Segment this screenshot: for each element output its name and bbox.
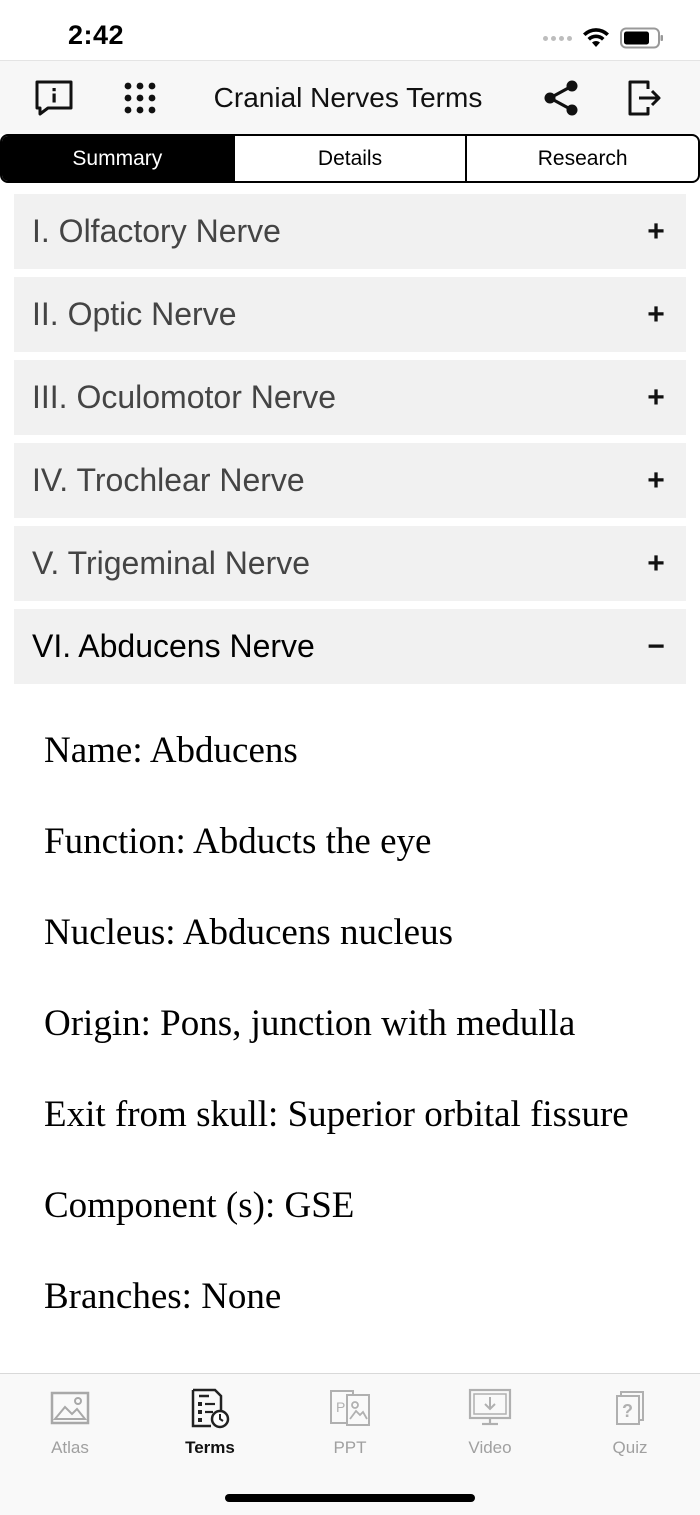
accordion-label: II. Optic Nerve: [32, 296, 237, 332]
expand-icon: +: [647, 380, 665, 414]
detail-component: Component (s): GSE: [44, 1185, 355, 1226]
accordion-item-abducens[interactable]: [14, 609, 686, 684]
accordion-label: III. Oculomotor Nerve: [32, 379, 337, 415]
accordion-label: V. Trigeminal Nerve: [32, 545, 311, 581]
cellular-signal-icon: [543, 36, 572, 41]
svg-text:?: ?: [622, 1401, 633, 1421]
tab-terms[interactable]: [140, 1382, 280, 1468]
terms-list-icon: [189, 1382, 231, 1434]
exit-button[interactable]: [615, 61, 675, 135]
tab-details[interactable]: Details: [233, 136, 466, 181]
info-feedback-button[interactable]: [24, 61, 84, 135]
grid-icon: [123, 81, 157, 115]
accordion-item-olfactory[interactable]: [14, 194, 686, 269]
share-button[interactable]: [531, 61, 591, 135]
accordion-label: VI. Abducens Nerve: [32, 628, 315, 664]
tab-label: Terms: [185, 1438, 235, 1457]
tab-label: PPT: [333, 1438, 367, 1457]
battery-icon: [620, 27, 664, 49]
tab-label: Video: [468, 1438, 512, 1457]
tab-ppt[interactable]: [280, 1382, 420, 1468]
share-icon: [542, 79, 580, 117]
accordion-item-oculomotor[interactable]: [14, 360, 686, 435]
info-bubble-icon: [34, 79, 74, 117]
tab-label: Quiz: [612, 1438, 648, 1457]
accordion-label: IV. Trochlear Nerve: [32, 462, 305, 498]
detail-function: Function: Abducts the eye: [44, 821, 432, 862]
detail-nucleus: Nucleus: Abducens nucleus: [44, 912, 453, 953]
bottom-tab-bar: [0, 1373, 700, 1515]
expand-icon: +: [647, 297, 665, 331]
home-indicator: [225, 1494, 475, 1502]
navigation-bar: [0, 60, 700, 134]
accordion-label: I. Olfactory Nerve: [32, 213, 281, 249]
tab-summary[interactable]: Summary: [2, 136, 233, 181]
status-time: 2:42: [68, 20, 125, 50]
presentation-icon: [329, 1382, 371, 1434]
wifi-icon: [582, 27, 610, 49]
page-title: Cranial Nerves Terms: [213, 82, 483, 113]
expand-icon: +: [647, 546, 665, 580]
video-download-icon: [468, 1382, 512, 1434]
nerve-detail-panel: [44, 725, 664, 1362]
grid-menu-button[interactable]: [110, 61, 170, 135]
collapse-icon: −: [647, 629, 665, 663]
accordion-item-optic[interactable]: [14, 277, 686, 352]
detail-branches: Branches: None: [44, 1276, 282, 1317]
quiz-icon: [615, 1382, 645, 1434]
tab-quiz[interactable]: [560, 1382, 700, 1468]
svg-text:P: P: [336, 1399, 346, 1415]
detail-origin: Origin: Pons, junction with medulla: [44, 1003, 576, 1044]
tab-label: Atlas: [51, 1438, 89, 1457]
accordion-item-trochlear[interactable]: [14, 443, 686, 518]
tab-atlas[interactable]: [0, 1382, 140, 1468]
detail-name: Name: Abducens: [44, 730, 298, 771]
detail-exit: Exit from skull: Superior orbital fissure: [44, 1094, 629, 1135]
exit-icon: [627, 79, 663, 117]
expand-icon: +: [647, 214, 665, 248]
status-bar: [0, 0, 700, 60]
tab-research[interactable]: Research: [465, 136, 698, 181]
status-icons: [543, 24, 664, 52]
image-icon: [50, 1382, 90, 1434]
nerve-accordion: [14, 194, 686, 692]
tab-video[interactable]: [420, 1382, 560, 1468]
expand-icon: +: [647, 463, 665, 497]
accordion-item-trigeminal[interactable]: [14, 526, 686, 601]
segmented-control: [0, 134, 700, 183]
